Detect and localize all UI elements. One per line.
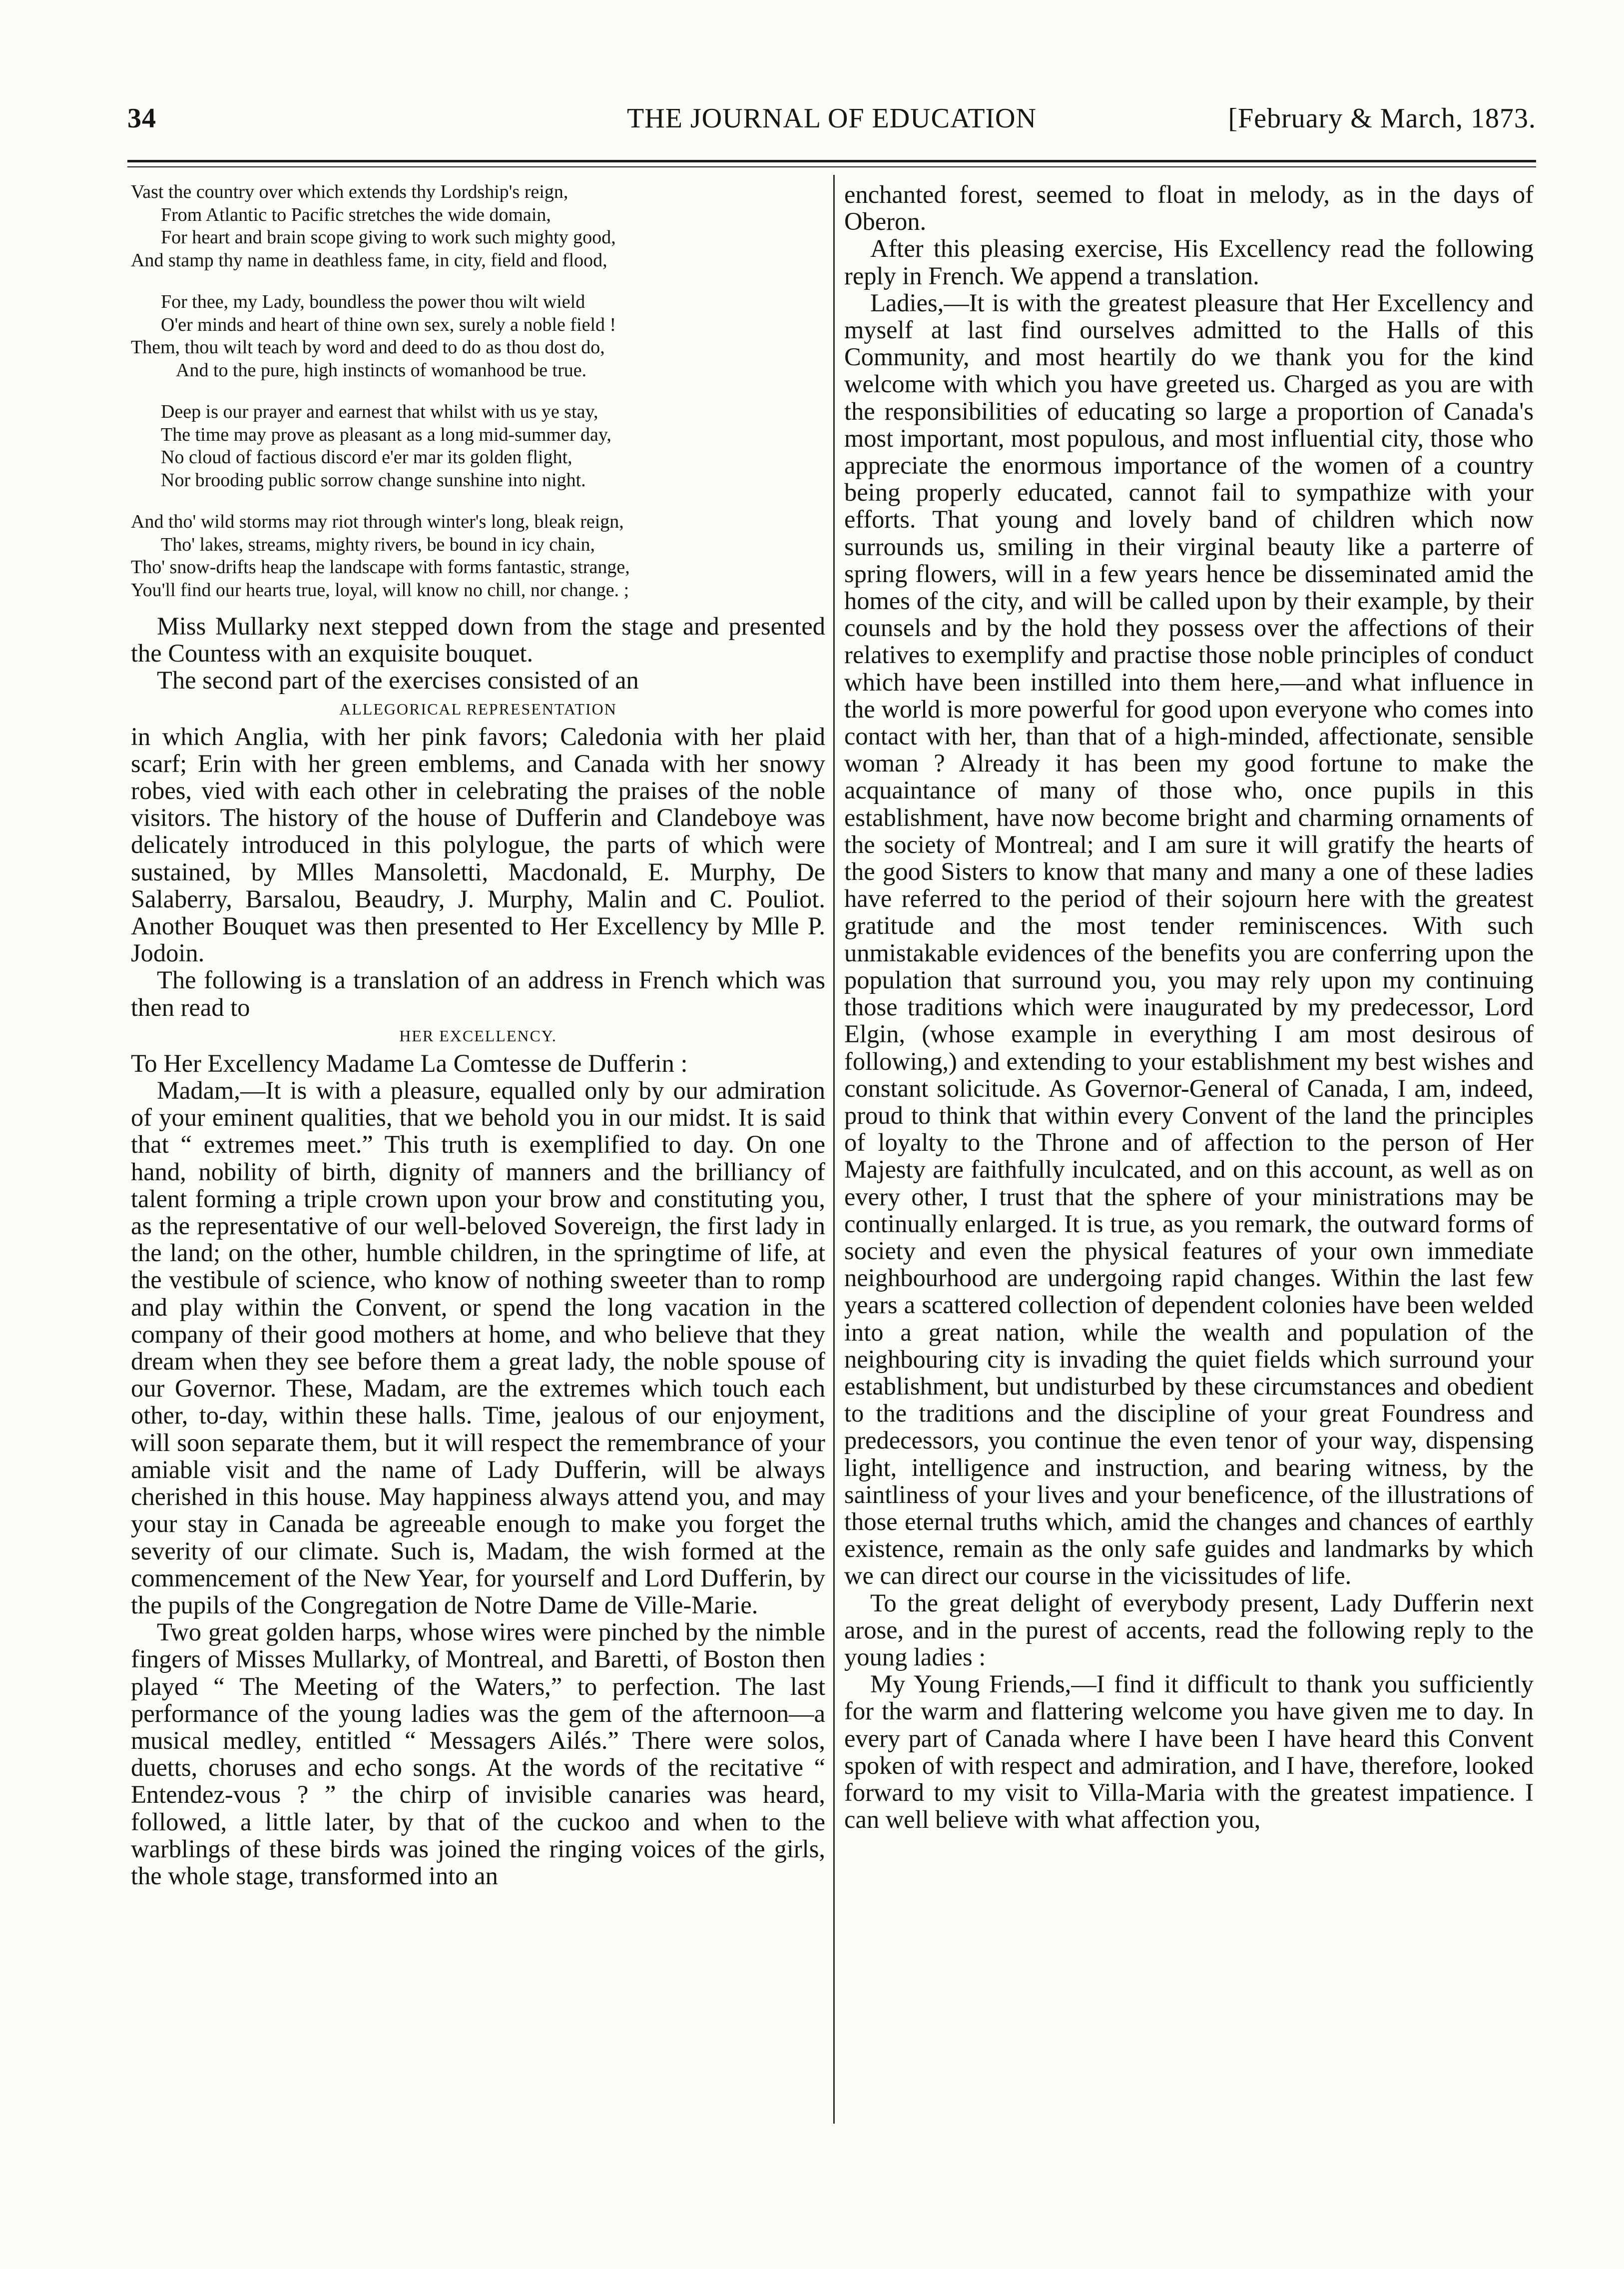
issue-date: [February & March, 1873. xyxy=(1228,103,1536,134)
poem-line: O'er minds and heart of thine own sex, surely a noble field ! xyxy=(161,314,616,335)
journal-title: THE JOURNAL OF EDUCATION xyxy=(627,103,1037,134)
paragraph-second-part: The second part of the exercises consisted of an xyxy=(157,666,639,695)
poem-line: And to the pure, high instincts of womanhood be true. xyxy=(176,359,587,381)
poem-line: Them, thou wilt teach by word and deed to do as thou dost do, xyxy=(131,337,605,358)
poem-line: The time may prove as pleasant as a long mid-summer day, xyxy=(161,424,611,445)
poem-line: And stamp thy name in deathless fame, in city, field and flood, xyxy=(131,249,607,271)
paragraph-bouquet: Miss Mullarky next stepped down from the stage and presented the Countess with an exquisite bouquet. xyxy=(131,612,825,668)
heading-allegorical: ALLEGORICAL REPRESENTATION xyxy=(339,700,617,718)
poem-line: Nor brooding public sorrow change sunshine into night. xyxy=(161,469,586,491)
right-column xyxy=(844,181,1534,1833)
poem-line: For heart and brain scope giving to work such mighty good, xyxy=(161,227,616,248)
header-rule-thin xyxy=(127,166,1536,167)
heading-her-excellency: HER EXCELLENCY. xyxy=(399,1026,557,1045)
poem xyxy=(131,181,825,602)
column-divider xyxy=(833,175,835,2124)
paragraph-address: Madam,—It is with a pleasure, equalled only by our admiration of your eminent qualities, that we behold you in our midst. It is said that “ extremes meet.” This truth is exemplified to day. On one hand, nobility of birth, dignity of manners and the brilliancy of talent forming a triple crown upon your brow and constituting you, as the representative of our well-beloved Sovereign, the first lady in the land; on the other, humble children, in the springtime of life, at the vestibule of science, who know of nothing sweeter than to romp and play within the Convent, or spend the long vacation in the company of their good mothers at home, and who believe that they dream when they see before them a great lady, the noble spouse of our Governor. These, Madam, are the extremes which touch each other, to-day, within these halls. Time, jealous of our enjoyment, will soon separate them, but it will respect the remembrance of your amiable visit and the name of Lady Dufferin, will be always cherished in this house. May happiness always attend you, and may your stay in Canada be agreeable enough to make you forget the severity of our climate. Such is, Madam, the wish formed at the commencement of the New Year, for yourself and Lord Dufferin, by the pupils of the Congregation de Notre Dame de Ville-Marie. xyxy=(131,1076,825,1619)
paragraph-harps: Two great golden harps, whose wires were pinched by the nimble fingers of Misses Mullarky, of Montreal, and Baretti, of Boston then played “ The Meeting of the Waters,” to perfection. The last performance of the young ladies was the gem of the afternoon—a musical medley, entitled “ Messagers Ailés.” There were solos, duetts, choruses and echo songs. At the words of the recitative “ Entendez-vous ? ” the chirp of invisible canaries was heard, followed, a little later, by that of the cuckoo and when to the warblings of these birds was joined the ringing voices of the girls, the whole stage, transformed into an xyxy=(131,1618,825,1890)
poem-stanza xyxy=(131,511,825,602)
header-rule-thick xyxy=(127,160,1536,162)
paragraph-allegory: in which Anglia, with her pink favors; Caledonia with her plaid scarf; Erin with her green emblems, and Canada with her snowy robes, vied with each other in celebrating the praises of the noble visitors. The history of the house of Dufferin and Clandeboye was delicately introduced in this polylogue, the parts of which were sustained, by Mlles Mansoletti, Macdonald, E. Murphy, De Salaberry, Barsalou, Beaudry, J. Murphy, Malin and C. Pouliot. Another Bouquet was then presented to Her Excellency by Mlle P. Jodoin. xyxy=(131,722,825,967)
poem-line: Vast the country over which extends thy Lordship's reign, xyxy=(131,181,568,202)
poem-stanza xyxy=(131,401,825,492)
paragraph-lady-reply: My Young Friends,—I find it difficult to thank you sufficiently for the warm and flattering welcome you have given me to day. In every part of Canada where I have been I have heard this Convent spoken of with respect and admiration, and I have, therefore, looked forward to my visit to Villa-Maria with the greatest impatience. I can well believe with what affection you, xyxy=(844,1670,1534,1834)
paragraph-governor-reply: Ladies,—It is with the greatest pleasure that Her Excellency and myself at last find ourselves admitted to the Halls of this Community, and most heartily do we thank you for the kind welcome with which you have greeted us. Charged as you are with the responsibilities of educating so large a proportion of Canada's most important, most populous, and most influential city, those who appreciate the enormous importance of the women of a country being properly educated, cannot fail to sympathize with your efforts. That young and lovely band of children which now surrounds us, smiling in their virginal beauty like a parterre of spring flowers, will in a few years hence be disseminated amid the homes of the city, and will be called upon by their example, by their counsels and by the hold they possess over the affections of their relatives to exemplify and practise those noble principles of conduct which have been instilled into them here,—and what influence in the world is more powerful for good upon everyone who comes into contact with her, than that of a high-minded, affectionate, sensible woman ? Already it has been my good fortune to make the acquaintance of many of those who, once pupils in this establishment, have now become bright and charming ornaments of the society of Montreal; and I am sure it will gratify the hearts of the good Sisters to know that many and many a one of these ladies have referred to the period of their sojourn here with the greatest gratitude and the most tender reminiscences. With such unmistakable evidences of the benefits you are conferring upon the population that surround you, you may rely upon my continuing those traditions which were inaugurated by my predecessor, Lord Elgin, (whose example in everything I am most desirous of following,) and extending to your establishment my best wishes and constant solicitude. As Governor-General of Canada, I am, indeed, proud to think that within every Convent of the land the principles of loyalty to the Throne and of affection to the person of Her Majesty are faithfully inculcated, and on this account, as well as on every other, I trust that the sphere of your ministrations may be continually enlarged. It is true, as you remark, the outward forms of society and even the physical features of your own immediate neighbourhood are undergoing rapid changes. Within the last few years a scattered collection of dependent colonies have been welded into a great nation, while the wealth and population of the neighbouring city is invading the quiet fields which surround your establishment, but undisturbed by these circumstances and obedient to the traditions and the discipline of your great Foundress and predecessors, you continue the even tenor of your way, dispensing light, intelligence and instruction, and bearing witness, by the saintliness of your lives and your beneficence, of the illustrations of those eternal truths which, amid the changes and chances of earthly existence, remain as the only safe guides and landmarks by which we can direct our course in the vicissitudes of life. xyxy=(844,288,1534,1590)
poem-line: For thee, my Lady, boundless the power thou wilt wield xyxy=(161,291,585,312)
paragraph-translation-intro: The following is a translation of an address in French which was then read to xyxy=(131,966,825,1021)
poem-line: Tho' lakes, streams, mighty rivers, be bound in icy chain, xyxy=(161,534,595,555)
page-number: 34 xyxy=(127,103,156,134)
left-column xyxy=(131,181,825,1889)
poem-line: You'll find our hearts true, loyal, will know no chill, nor change. ; xyxy=(131,579,629,601)
poem-line: Deep is our prayer and earnest that whilst with us ye stay, xyxy=(161,401,598,422)
poem-line: Tho' snow-drifts heap the landscape with forms fantastic, strange, xyxy=(131,557,630,578)
paragraph-continuation: enchanted forest, seemed to float in melody, as in the days of Oberon. xyxy=(844,180,1534,236)
paragraph-lady-intro: To the great delight of everybody present, Lady Dufferin next arose, and in the purest of accents, read the following reply to the young ladies : xyxy=(844,1588,1534,1671)
salutation: To Her Excellency Madame La Comtesse de Dufferin : xyxy=(131,1049,688,1077)
poem-line: No cloud of factious discord e'er mar its golden flight, xyxy=(161,447,572,468)
poem-stanza xyxy=(131,181,825,272)
page-header xyxy=(127,102,1536,142)
poem-stanza xyxy=(131,291,825,382)
paragraph-reply-intro: After this pleasing exercise, His Excellency read the following reply in French. We append a translation. xyxy=(844,234,1534,290)
poem-line: From Atlantic to Pacific stretches the wide domain, xyxy=(161,204,551,225)
poem-line: And tho' wild storms may riot through winter's long, bleak reign, xyxy=(131,511,624,532)
